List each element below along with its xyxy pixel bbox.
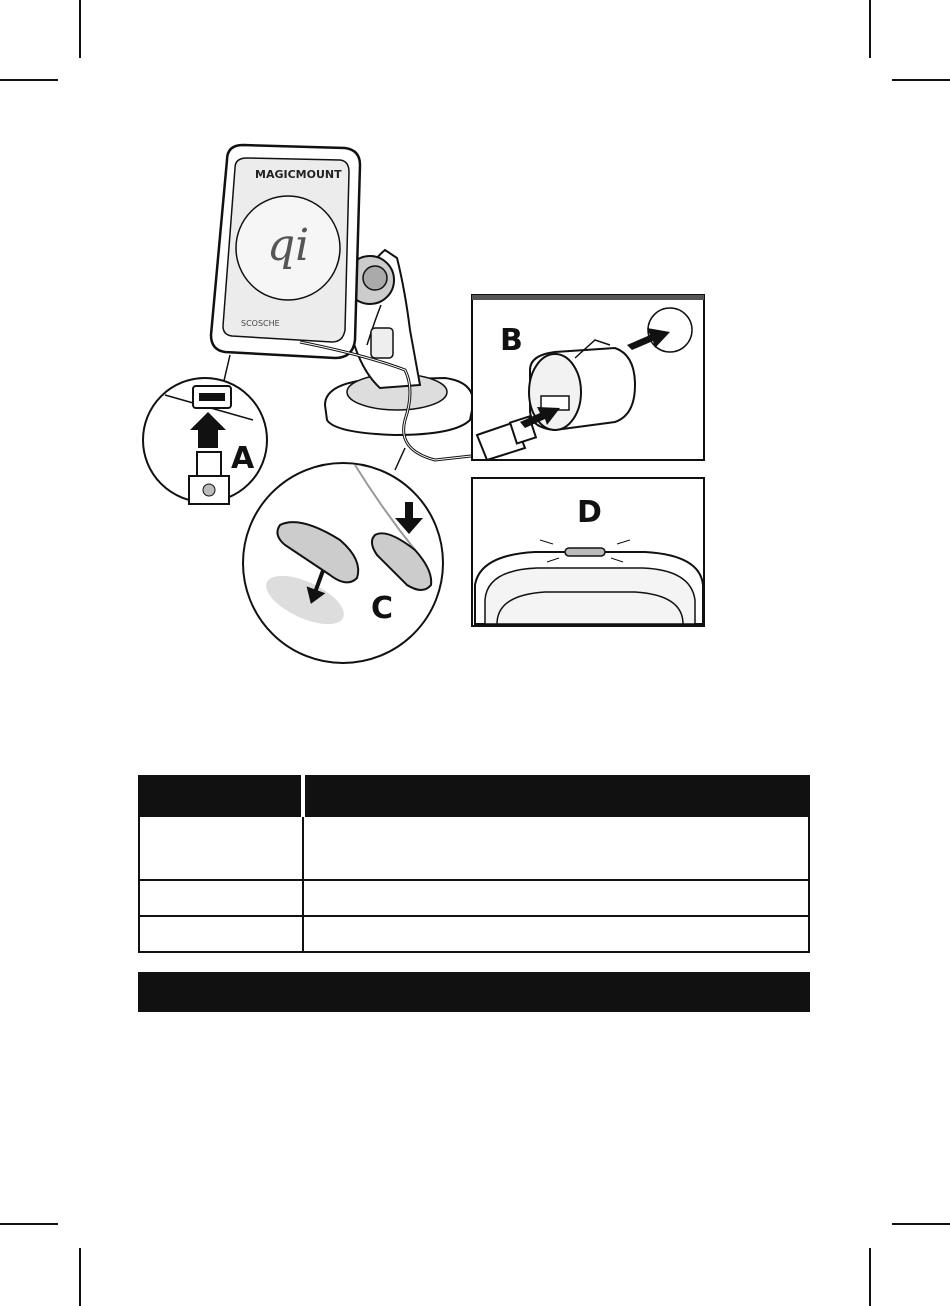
table-row: [139, 880, 809, 916]
callout-b: B: [500, 323, 523, 358]
brand-text: MAGICMOUNT: [255, 168, 342, 181]
table-header-col1: [139, 776, 303, 816]
note-bar: [138, 972, 810, 1012]
usb-plug-icon: [143, 355, 267, 504]
crop-mark-top-left-v: [79, 0, 81, 58]
table-row: [139, 916, 809, 952]
installation-illustration: [135, 130, 715, 675]
crop-mark-top-left-h: [0, 79, 58, 81]
crop-mark-bottom-left-h: [0, 1223, 58, 1225]
crop-mark-bottom-right-h: [892, 1223, 950, 1225]
table-header-col2: [303, 776, 809, 816]
callout-d: D: [577, 495, 602, 530]
phone-mount-icon: [211, 145, 473, 435]
table-header-row: [139, 776, 809, 816]
table-cell: [139, 880, 303, 916]
maker-logo: SCOSCHE: [241, 319, 280, 328]
table-cell: [303, 916, 809, 952]
table-cell: [139, 916, 303, 952]
led-status-table: [138, 775, 810, 953]
table-cell: [139, 816, 303, 880]
qi-logo: qi: [267, 220, 310, 271]
callout-c: C: [371, 591, 394, 626]
table-cell: [303, 880, 809, 916]
cable-clip-icon: [243, 448, 443, 663]
table-cell: [303, 816, 809, 880]
crop-mark-top-right-h: [892, 79, 950, 81]
callout-a: A: [231, 441, 255, 476]
crop-mark-top-right-v: [869, 0, 871, 58]
table-row: [139, 816, 809, 880]
car-charger-icon: [472, 295, 704, 460]
crop-mark-bottom-right-v: [869, 1248, 871, 1306]
crop-mark-bottom-left-v: [79, 1248, 81, 1306]
